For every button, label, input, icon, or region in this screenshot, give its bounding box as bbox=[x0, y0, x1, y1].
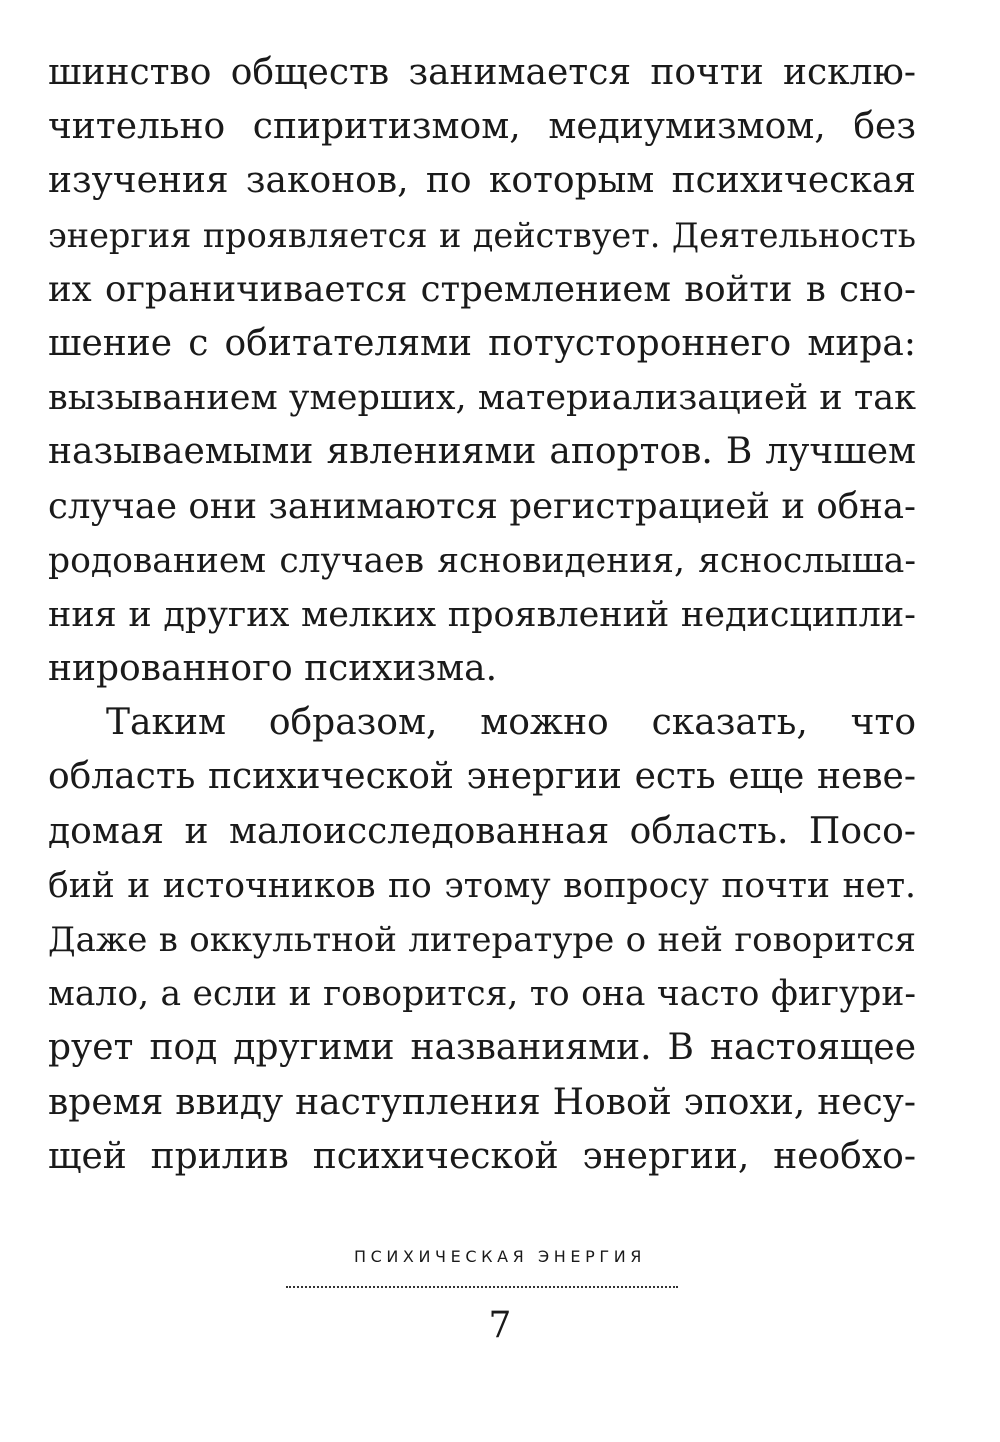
text-line: чительно спиритизмом, медиумизмом, без bbox=[48, 106, 916, 148]
text-line: бий и источников по этому вопросу почти нет. bbox=[48, 865, 916, 906]
body-text bbox=[48, 46, 916, 1184]
text-line: мало, а если и говорится, то она часто фигури- bbox=[48, 974, 916, 1015]
running-title: ПСИХИЧЕСКАЯ ЭНЕРГИЯ bbox=[353, 1247, 647, 1266]
text-line: родованием случаев ясновидения, яснослыша- bbox=[48, 540, 916, 581]
text-line: Даже в оккультной литературе о ней говорится bbox=[48, 920, 916, 960]
text-line: энергия проявляется и действует. Деятельность bbox=[48, 215, 916, 255]
text-line: ния и других мелких проявлений недисципли- bbox=[48, 594, 916, 635]
text-line: шение с обитателями потустороннего мира: bbox=[48, 322, 916, 364]
text-line: шинство обществ занимается почти исклю- bbox=[48, 52, 916, 93]
text-line: Таким образом, можно сказать, что bbox=[106, 702, 916, 744]
text-line: рует под другими названиями. В настоящее bbox=[48, 1027, 916, 1069]
text-line: время ввиду наступления Новой эпохи, несу- bbox=[48, 1081, 916, 1123]
text-line: область психической энергии есть еще неве- bbox=[48, 756, 916, 798]
text-line: случае они занимаются регистрацией и обна- bbox=[48, 485, 916, 527]
text-line: их ограничивается стремлением войти в сно- bbox=[48, 268, 916, 310]
dotted-divider bbox=[286, 1286, 678, 1288]
text-line: вызыванием умерших, материализацией и так bbox=[48, 378, 916, 419]
text-line: называемыми явлениями апортов. В лучшем bbox=[48, 431, 916, 473]
text-line: домая и малоисследованная область. Посо- bbox=[48, 810, 916, 852]
text-line: щей прилив психической энергии, необхо- bbox=[48, 1135, 916, 1177]
page-number: 7 bbox=[488, 1305, 512, 1346]
text-line: нированного психизма. bbox=[48, 648, 498, 690]
text-line: изучения законов, по которым психическая bbox=[48, 160, 916, 202]
